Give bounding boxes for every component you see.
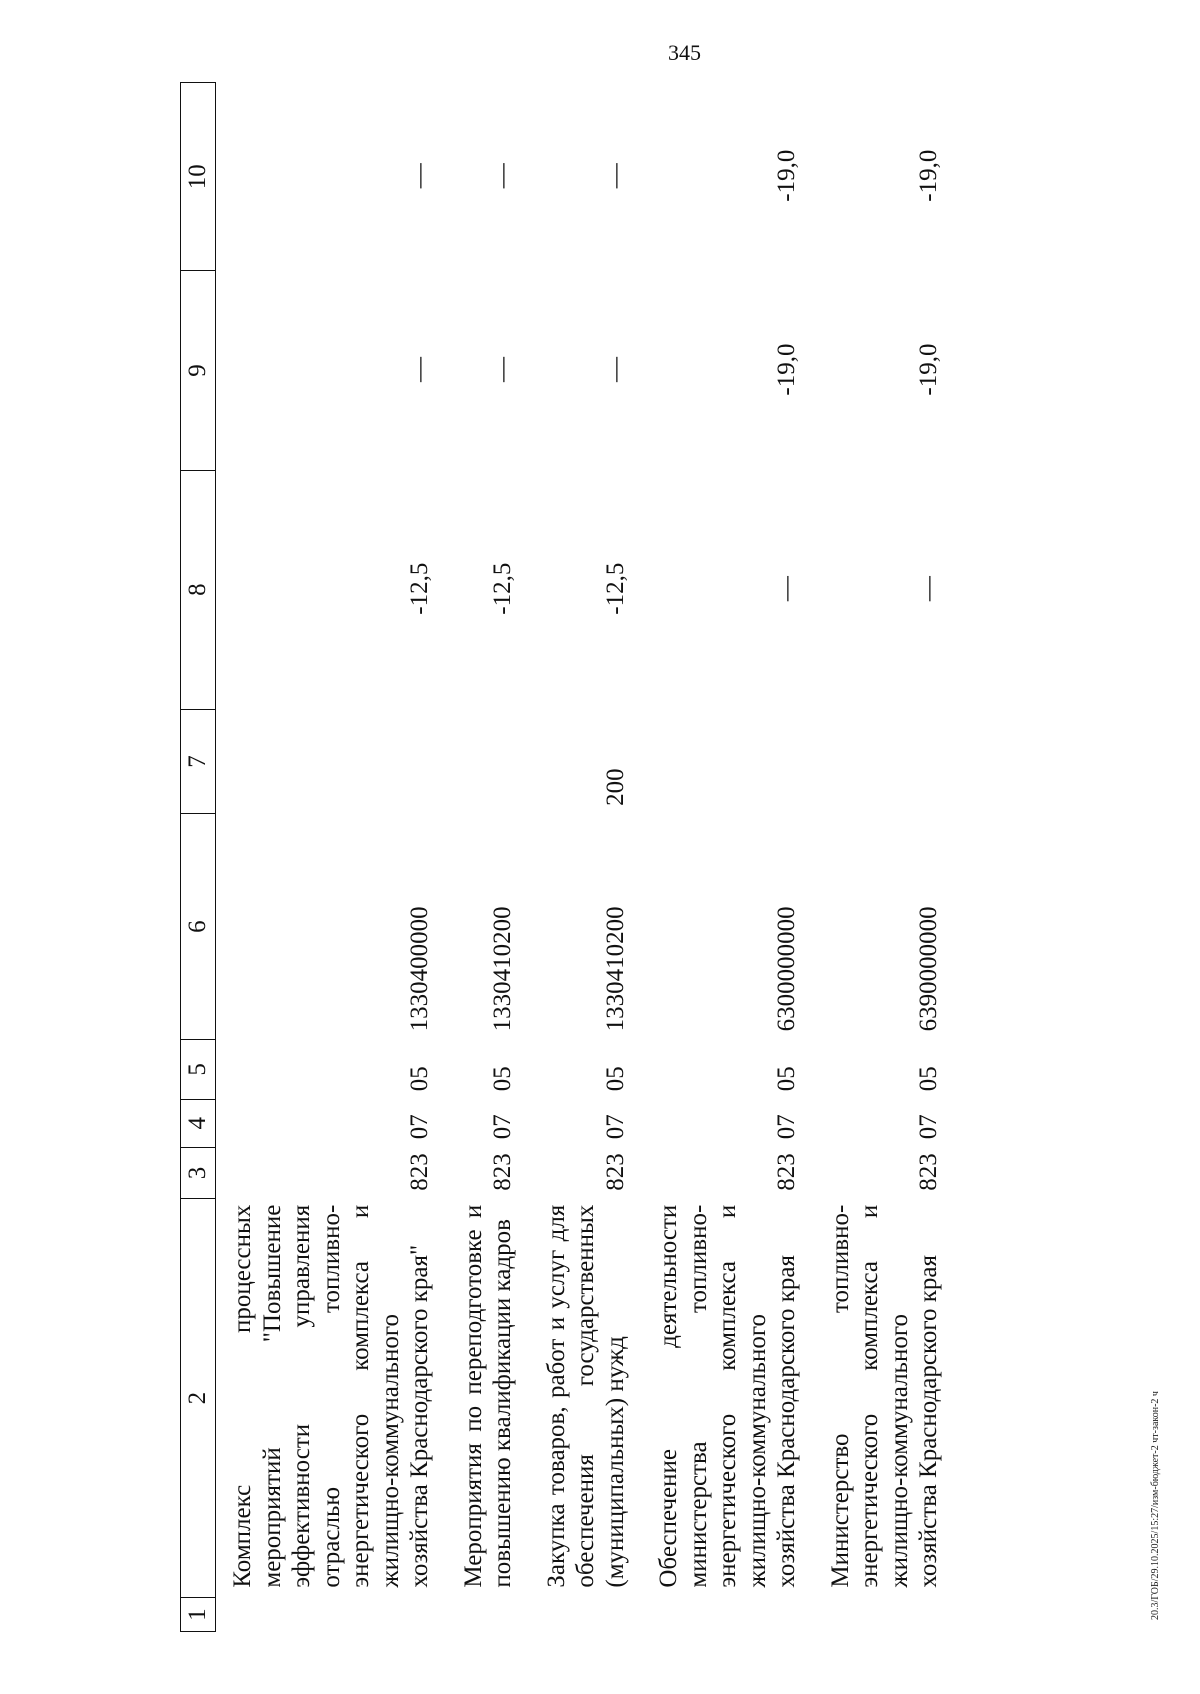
- footer-code: 20.3/ГОБ/29.10.2025/15:27/изм-бюджет-2 чт-закон-2 ч: [1150, 1391, 1161, 1620]
- cell-col4: 07: [489, 1114, 516, 1140]
- header-cell: 8: [181, 470, 216, 709]
- cell-col7: 200: [601, 768, 629, 806]
- cell-col7: [447, 709, 530, 814]
- cell-col8: -12,5: [406, 562, 433, 615]
- cell-col7: [216, 709, 447, 814]
- header-cell: 7: [181, 709, 216, 814]
- cell-col8: —: [915, 576, 942, 602]
- cell-col9: —: [406, 357, 433, 383]
- cell-col3: 823: [601, 1153, 629, 1191]
- table-row: [530, 83, 643, 1632]
- cell-col8: —: [773, 576, 800, 602]
- cell-col6: 6300000000: [773, 906, 800, 1032]
- cell-col5: 05: [406, 1066, 433, 1092]
- table-row: [216, 83, 447, 1632]
- cell-col4: 07: [915, 1114, 942, 1140]
- row-name: Министерство топливно-энергетического комплекса и жилищно-коммунального хозяйства Краснодарского края: [826, 1204, 942, 1588]
- cell-col10: —: [489, 163, 516, 189]
- cell-col8: -12,5: [489, 562, 516, 615]
- header-cell: 9: [181, 271, 216, 470]
- cell-col4: 07: [773, 1114, 800, 1140]
- budget-table: [180, 82, 956, 1632]
- cell-col6: 1330410200: [601, 906, 629, 1032]
- cell-col6: 6390000000: [915, 906, 942, 1032]
- cell-col4: 07: [601, 1114, 629, 1140]
- cell-col3: 823: [406, 1153, 433, 1191]
- header-cell: 6: [181, 814, 216, 1040]
- cell-col10: —: [601, 163, 629, 189]
- cell-col5: 05: [915, 1066, 942, 1092]
- cell-col3: 823: [489, 1153, 516, 1191]
- cell-col8: -12,5: [601, 562, 629, 615]
- cell-col10: —: [406, 163, 433, 189]
- rotated-table-stage: [180, 82, 1060, 1632]
- header-cell: 2: [181, 1199, 216, 1598]
- cell-col10: -19,0: [915, 149, 942, 202]
- cell-col9: —: [489, 357, 516, 383]
- table-row: [447, 83, 530, 1632]
- cell-col1: [530, 1598, 643, 1632]
- cell-col7: [814, 709, 956, 814]
- cell-col6: 1330400000: [406, 906, 433, 1032]
- header-cell: 5: [181, 1039, 216, 1099]
- header-cell: 1: [181, 1598, 216, 1632]
- header-cell: 10: [181, 83, 216, 271]
- cell-col1: [814, 1598, 956, 1632]
- row-name: Обеспечение деятельности министерства топливно-энергетического комплекса и жилищно-коммунального хозяйства Краснодарского края: [655, 1204, 800, 1588]
- cell-col7: [642, 709, 814, 814]
- cell-col1: [642, 1598, 814, 1632]
- cell-col1: [216, 1598, 447, 1632]
- cell-col9: -19,0: [773, 343, 800, 396]
- cell-col3: 823: [773, 1153, 800, 1191]
- cell-col3: 823: [915, 1153, 942, 1191]
- table-row: [814, 83, 956, 1632]
- cell-col4: 07: [406, 1114, 433, 1140]
- cell-col6: 1330410200: [489, 906, 516, 1032]
- cell-col5: 05: [489, 1066, 516, 1092]
- header-cell: 4: [181, 1099, 216, 1147]
- row-name: Закупка товаров, работ и услуг для обеспечения государственных (муниципальных) нужд: [542, 1204, 629, 1588]
- cell-col9: -19,0: [915, 343, 942, 396]
- cell-col5: 05: [601, 1066, 629, 1092]
- cell-col10: -19,0: [773, 149, 800, 202]
- header-cell: 3: [181, 1147, 216, 1199]
- cell-col1: [447, 1598, 530, 1632]
- cell-col9: —: [601, 357, 629, 383]
- table-row: [642, 83, 814, 1632]
- cell-col5: 05: [773, 1066, 800, 1092]
- page-number: 345: [668, 40, 701, 65]
- row-name: Мероприятия по переподготовке и повышению квалификации кадров: [459, 1204, 516, 1588]
- row-name: Комплекс процессных мероприятий "Повышение эффективности управления отраслью топливно-энергетического комплекса и жилищно-коммунального хозяйства Краснодарского края": [229, 1204, 433, 1588]
- header-row: [181, 83, 216, 1632]
